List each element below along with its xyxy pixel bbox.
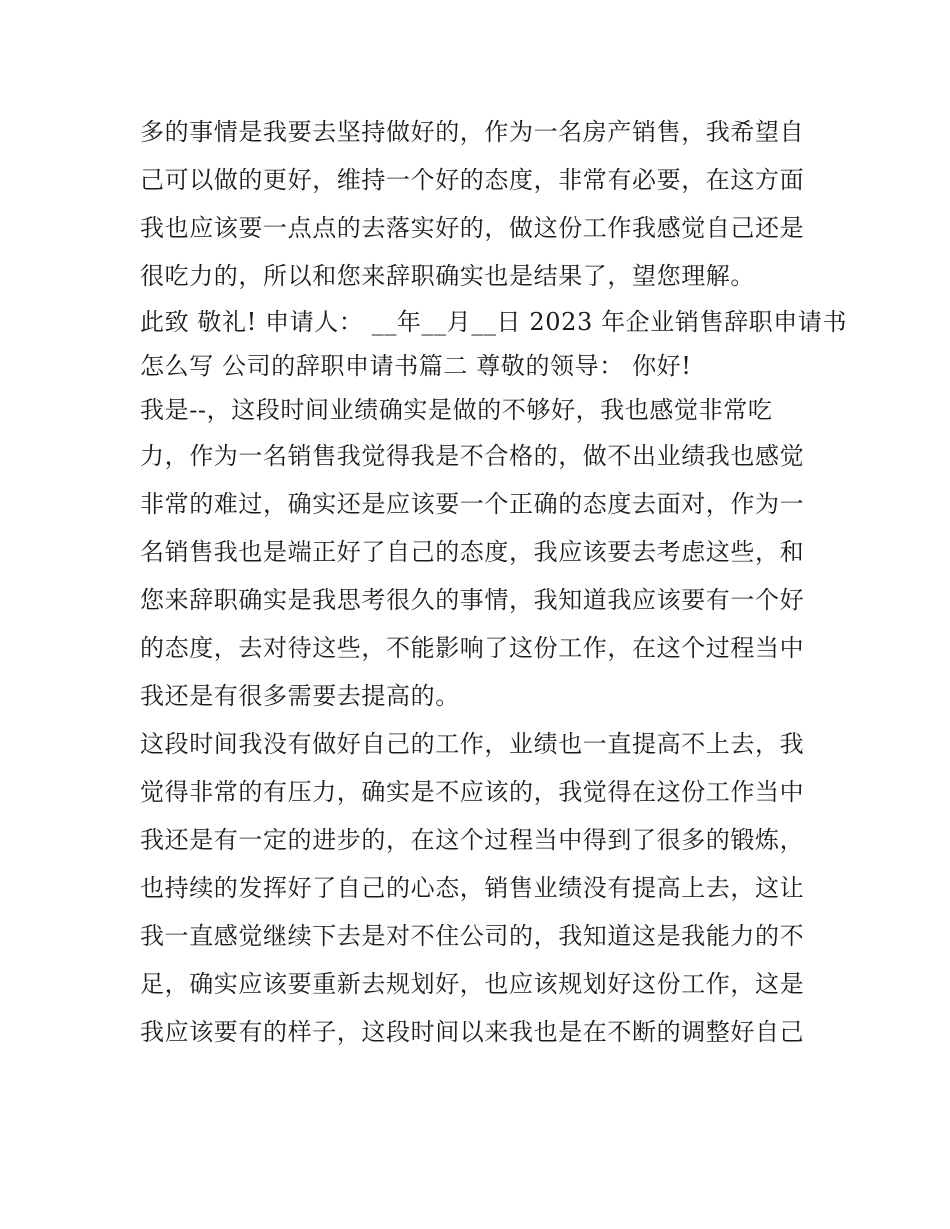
text-line: 我也应该要一点点的去落实好的，做这份工作我感觉自己还是 (140, 214, 805, 242)
text-line: 的态度，去对待这些，不能影响了这份工作，在这个过程当中 (140, 634, 805, 662)
text-line: 我一直感觉继续下去是对不住公司的，我知道这是我能力的不 (140, 922, 805, 950)
text-line: 也持续的发挥好了自己的心态，销售业绩没有提高上去，这让 (140, 874, 805, 902)
text-line: 己可以做的更好，维持一个好的态度，非常有必要，在这方面 (140, 166, 805, 194)
text-line: 此致 敬礼! 申请人： __年__月__日 2023 年企业销售辞职申请书 (140, 308, 848, 336)
text-line: 这段时间我没有做好自己的工作，业绩也一直提高不上去，我 (140, 730, 805, 758)
text-line: 我还是有很多需要去提高的。 (140, 682, 460, 710)
text-line: 我应该要有的样子，这段时间以来我也是在不断的调整好自己 (140, 1018, 805, 1046)
text-line: 觉得非常的有压力，确实是不应该的，我觉得在这份工作当中 (140, 778, 805, 806)
text-line: 很吃力的，所以和您来辞职确实也是结果了，望您理解。 (140, 262, 755, 290)
text-line: 多的事情是我要去坚持做好的，作为一名房产销售，我希望自 (140, 118, 805, 146)
text-line: 我还是有一定的进步的，在这个过程当中得到了很多的锻炼， (140, 826, 805, 854)
text-line: 名销售我也是端正好了自己的态度，我应该要去考虑这些，和 (140, 538, 805, 566)
text-line: 您来辞职确实是我思考很久的事情，我知道我应该要有一个好 (140, 586, 805, 614)
text-line: 非常的难过，确实还是应该要一个正确的态度去面对，作为一 (140, 490, 805, 518)
text-line: 我是--，这段时间业绩确实是做的不够好，我也感觉非常吃 (140, 396, 773, 424)
text-line: 力，作为一名销售我觉得我是不合格的，做不出业绩我也感觉 (140, 442, 805, 470)
text-line: 足，确实应该要重新去规划好，也应该规划好这份工作，这是 (140, 970, 805, 998)
document-page (140, 108, 848, 1056)
text-line: 怎么写 公司的辞职申请书篇二 尊敬的领导： 你好! (140, 352, 692, 380)
